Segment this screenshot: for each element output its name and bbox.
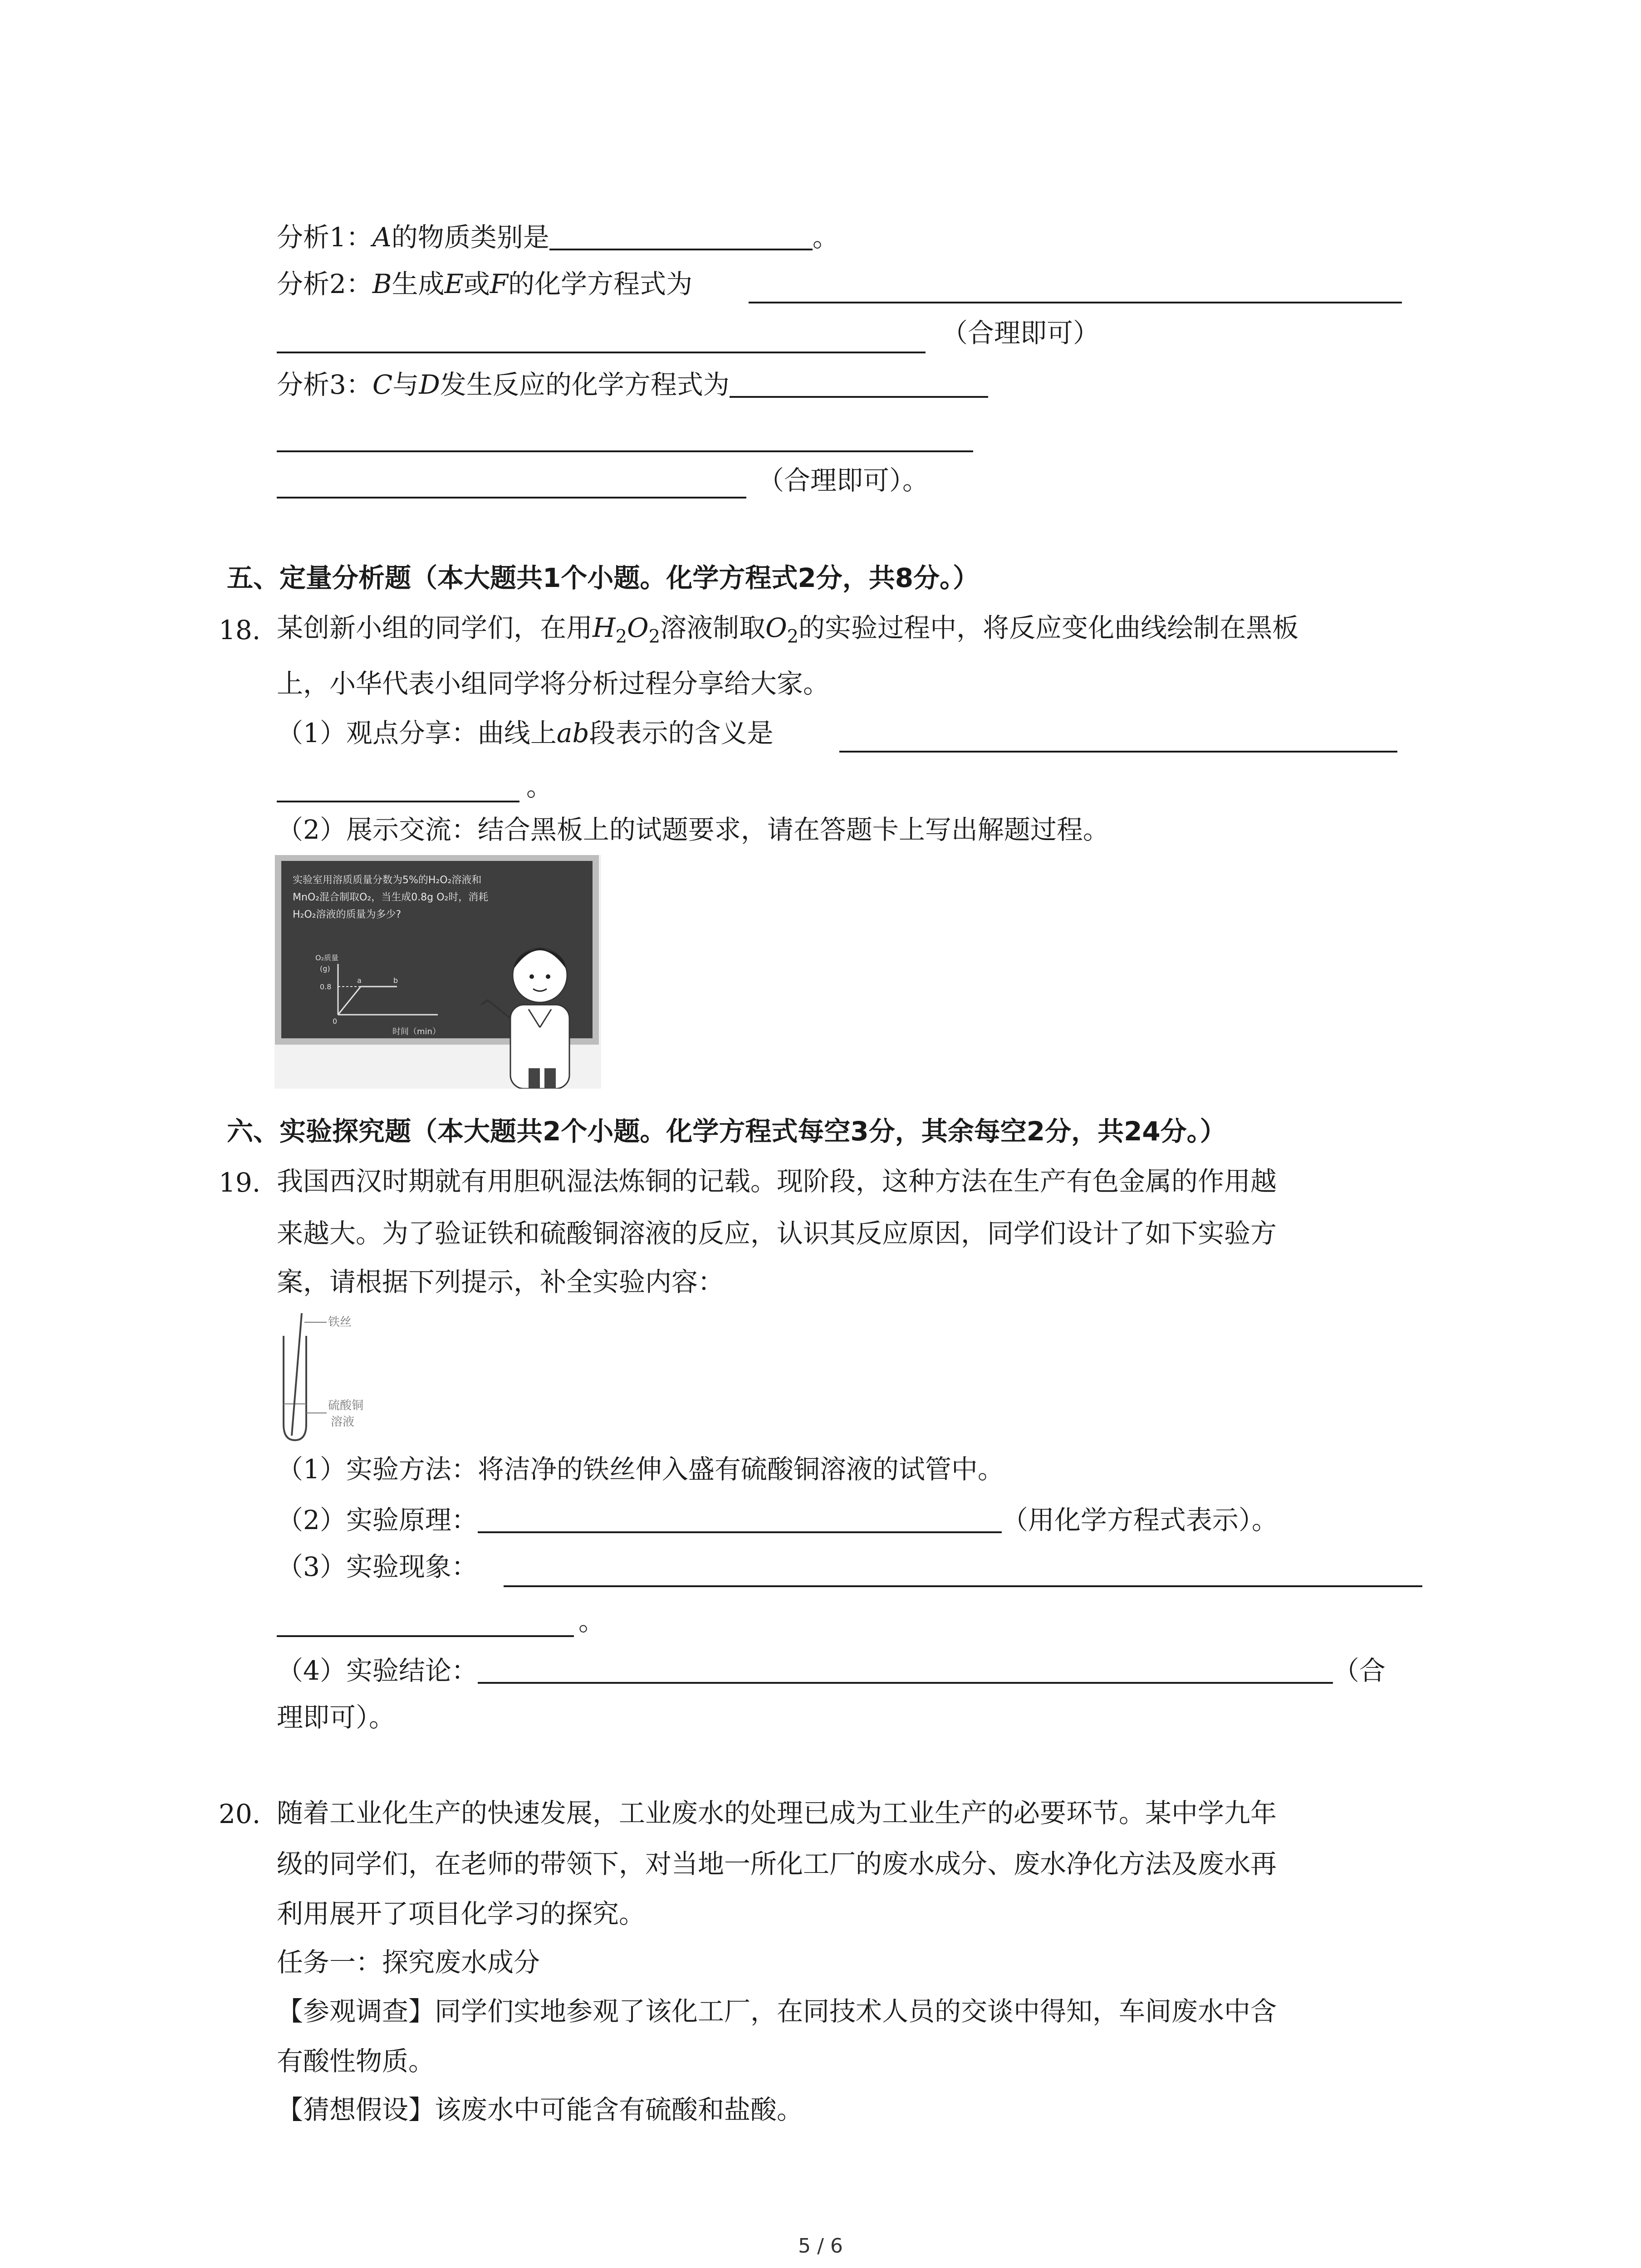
iron-wire: [292, 1313, 302, 1436]
q20-survey-2: 有酸性物质。: [277, 2046, 435, 2077]
q19-part-2: （2）实验原理： （用化学方程式表示）。: [277, 1505, 1278, 1535]
board-x-label: 时间（min）: [392, 1027, 441, 1036]
label-iron-wire: 铁丝: [328, 1315, 352, 1329]
q20-line-2: 级的同学们，在老师的带领下，对当地一所化工厂的废水成分、废水净化方法及废水再: [277, 1848, 1277, 1879]
answer-line[interactable]: [504, 1585, 1422, 1587]
blackboard-image: [274, 855, 601, 1089]
test-tube-diagram: [274, 1309, 379, 1445]
board-origin: 0: [333, 1017, 338, 1026]
answer-blank[interactable]: [549, 222, 813, 250]
q17-analysis-1: 分析1：A的物质类别是 。: [277, 222, 839, 253]
board-y-label: O₂质量: [315, 953, 339, 962]
q18-line-1: 某创新小组的同学们，在用$H_2O_2$溶液制取$O_2$的实验过程中，将反应变化曲线绘制在黑板: [277, 612, 1299, 647]
answer-blank[interactable]: [478, 1505, 1002, 1533]
q18-part-1: （1）观点分享：曲线上ab段表示的含义是: [277, 718, 774, 748]
board-point-b: b: [393, 976, 398, 985]
q20-hypothesis: 【猜想假设】该废水中可能含有硫酸和盐酸。: [277, 2094, 803, 2125]
label-solution-1: 硫酸铜: [328, 1399, 364, 1413]
board-text-line-3: H₂O₂溶液的质量为多少?: [293, 909, 402, 920]
q19-line-1: 我国西汉时期就有用胆矾湿法炼铜的记载。现阶段，这种方法在生产有色金属的作用越: [277, 1166, 1277, 1197]
q18-part-2: （2）展示交流：结合黑板上的试题要求，请在答题卡上写出解题过程。: [277, 814, 1109, 845]
q17-analysis-3: 分析3：C与D发生反应的化学方程式为: [277, 370, 988, 398]
q20-number: 20.: [219, 1799, 261, 1829]
answer-blank[interactable]: [730, 370, 988, 398]
answer-line[interactable]: [749, 302, 1402, 303]
board-y-unit: (g): [320, 964, 330, 973]
q19-part-1: （1）实验方法：将洁净的铁丝伸入盛有硫酸铜溶液的试管中。: [277, 1454, 1004, 1485]
q17-note-2: （合理即可）: [941, 318, 1100, 348]
page-number: 5 / 6: [798, 2234, 843, 2258]
q19-part-3-end: 。: [578, 1606, 605, 1637]
answer-line[interactable]: [277, 450, 973, 452]
q18-number: 18.: [219, 615, 261, 645]
q17-note-3: （合理即可）。: [758, 465, 929, 496]
q18-part-1-end: 。: [526, 771, 553, 802]
q18-line-2: 上，小华代表小组同学将分析过程分享给大家。: [277, 668, 830, 699]
board-y-value: 0.8: [320, 982, 332, 991]
board-point-a: a: [357, 976, 362, 985]
q20-task-1: 任务一：探究废水成分: [277, 1947, 540, 1978]
q20-survey-1: 【参观调查】同学们实地参观了该化工厂，在同技术人员的交谈中得知，车间废水中含: [277, 1996, 1277, 2027]
answer-line[interactable]: [277, 497, 746, 499]
answer-blank[interactable]: [478, 1656, 1333, 1684]
answer-line[interactable]: [277, 352, 926, 353]
q19-line-3: 案，请根据下列提示，补全实验内容：: [277, 1266, 725, 1297]
q19-line-2: 来越大。为了验证铁和硫酸铜溶液的反应，认识其反应原因，同学们设计了如下实验方: [277, 1218, 1277, 1249]
board-text-line-1: 实验室用溶质质量分数为5%的H₂O₂溶液和: [293, 875, 482, 886]
q19-part-4-cont: 理即可）。: [277, 1702, 396, 1733]
board-text-line-2: MnO₂混合制取O₂，当生成0.8g O₂时，消耗: [293, 892, 489, 903]
q20-line-3: 利用展开了项目化学习的探究。: [277, 1898, 646, 1929]
label-solution-2: 溶液: [331, 1415, 355, 1429]
answer-line[interactable]: [277, 1635, 574, 1637]
q17-analysis-2: 分析2：B生成E或F的化学方程式为: [277, 269, 693, 299]
q19-number: 19.: [219, 1167, 261, 1198]
q19-part-3: （3）实验现象：: [277, 1551, 478, 1582]
section-6-title: 六、实验探究题（本大题共2个小题。化学方程式每空3分，其余每空2分，共24分。）: [227, 1116, 1226, 1147]
q19-part-4: （4）实验结论： （合: [277, 1655, 1386, 1686]
section-5-title: 五、定量分析题（本大题共1个小题。化学方程式2分，共8分。）: [227, 562, 980, 593]
answer-line[interactable]: [277, 801, 519, 802]
answer-line[interactable]: [839, 751, 1397, 753]
q20-line-1: 随着工业化生产的快速发展，工业废水的处理已成为工业生产的必要环节。某中学九年: [277, 1798, 1277, 1828]
